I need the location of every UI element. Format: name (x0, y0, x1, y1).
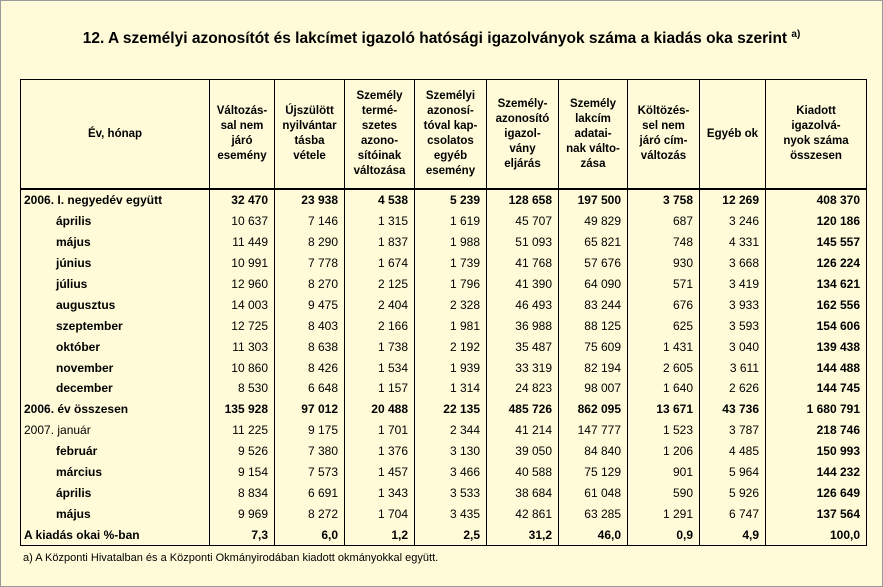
value-cell: 1 157 (345, 378, 415, 399)
value-cell: 8 272 (275, 503, 345, 524)
total-cell: 139 438 (766, 336, 867, 357)
value-cell: 3 593 (700, 315, 766, 336)
value-cell: 3 246 (700, 211, 766, 232)
value-cell: 8 403 (275, 315, 345, 336)
value-cell: 1 988 (415, 232, 487, 253)
value-cell: 1 739 (415, 253, 487, 274)
value-cell: 5 239 (415, 189, 487, 211)
footnote: a) A Központi Hivatalban és a Központi Okmányirodában kiadott okmányokkal együtt. (23, 552, 439, 564)
total-cell: 100,0 (766, 524, 867, 545)
table-row (21, 232, 867, 253)
value-cell: 1 431 (628, 336, 700, 357)
value-cell: 3 611 (700, 357, 766, 378)
value-cell: 2 192 (415, 336, 487, 357)
value-cell: 3 533 (415, 482, 487, 503)
table-row (21, 357, 867, 378)
row-label: június (21, 253, 210, 274)
value-cell: 8 638 (275, 336, 345, 357)
value-cell: 57 676 (559, 253, 628, 274)
value-cell: 41 768 (487, 253, 559, 274)
row-label: április (21, 211, 210, 232)
value-cell: 1 534 (345, 357, 415, 378)
total-cell: 126 224 (766, 253, 867, 274)
value-cell: 2 344 (415, 420, 487, 441)
value-cell: 9 175 (275, 420, 345, 441)
row-label: szeptember (21, 315, 210, 336)
table-row (21, 253, 867, 274)
value-cell: 38 684 (487, 482, 559, 503)
header-cell: Személy termé- szetes azono- sítóinak változása (345, 80, 415, 190)
value-cell: 1 738 (345, 336, 415, 357)
value-cell: 1 837 (345, 232, 415, 253)
value-cell: 45 707 (487, 211, 559, 232)
value-cell: 65 821 (559, 232, 628, 253)
row-label: augusztus (21, 294, 210, 315)
value-cell: 1 376 (345, 441, 415, 462)
value-cell: 49 829 (559, 211, 628, 232)
value-cell: 42 861 (487, 503, 559, 524)
value-cell: 75 609 (559, 336, 628, 357)
total-cell: 1 680 791 (766, 399, 867, 420)
header-cell: Év, hónap (21, 80, 210, 190)
value-cell: 63 285 (559, 503, 628, 524)
value-cell: 20 488 (345, 399, 415, 420)
value-cell: 687 (628, 211, 700, 232)
value-cell: 1 619 (415, 211, 487, 232)
value-cell: 571 (628, 274, 700, 295)
row-label: május (21, 503, 210, 524)
table-row (21, 211, 867, 232)
header-cell: Költözés- sel nem járó cím- változás (628, 80, 700, 190)
table-row (21, 274, 867, 295)
value-cell: 4,9 (700, 524, 766, 545)
value-cell: 82 194 (559, 357, 628, 378)
data-table (20, 79, 867, 546)
total-cell: 154 606 (766, 315, 867, 336)
row-label: 2006. év összesen (21, 399, 210, 420)
value-cell: 625 (628, 315, 700, 336)
header-cell: Személy lakcím adatai- nak válto- zása (559, 80, 628, 190)
value-cell: 12 269 (700, 189, 766, 211)
value-cell: 13 671 (628, 399, 700, 420)
value-cell: 40 588 (487, 462, 559, 483)
row-label: A kiadás okai %-ban (21, 524, 210, 545)
value-cell: 61 048 (559, 482, 628, 503)
value-cell: 2 626 (700, 378, 766, 399)
value-cell: 46 493 (487, 294, 559, 315)
value-cell: 1 981 (415, 315, 487, 336)
value-cell: 128 658 (487, 189, 559, 211)
total-cell: 144 232 (766, 462, 867, 483)
value-cell: 8 530 (210, 378, 275, 399)
table-row (21, 503, 867, 524)
table-row (21, 462, 867, 483)
row-label: november (21, 357, 210, 378)
value-cell: 8 426 (275, 357, 345, 378)
value-cell: 7 380 (275, 441, 345, 462)
value-cell: 485 726 (487, 399, 559, 420)
value-cell: 6,0 (275, 524, 345, 545)
value-cell: 41 390 (487, 274, 559, 295)
value-cell: 10 637 (210, 211, 275, 232)
value-cell: 8 270 (275, 274, 345, 295)
table-row (21, 189, 867, 211)
header-row (21, 80, 867, 190)
value-cell: 12 725 (210, 315, 275, 336)
value-cell: 7 778 (275, 253, 345, 274)
title-footnote-marker: a) (791, 29, 801, 40)
value-cell: 2 605 (628, 357, 700, 378)
value-cell: 1 457 (345, 462, 415, 483)
value-cell: 10 991 (210, 253, 275, 274)
value-cell: 5 926 (700, 482, 766, 503)
row-label: március (21, 462, 210, 483)
value-cell: 9 475 (275, 294, 345, 315)
total-cell: 150 993 (766, 441, 867, 462)
row-label: december (21, 378, 210, 399)
value-cell: 4 485 (700, 441, 766, 462)
header-cell: Újszülött nyilvántar tásba vétele (275, 80, 345, 190)
value-cell: 590 (628, 482, 700, 503)
table-row (21, 378, 867, 399)
value-cell: 32 470 (210, 189, 275, 211)
header-cell: Változás- sal nem járó esemény (210, 80, 275, 190)
value-cell: 197 500 (559, 189, 628, 211)
value-cell: 3 466 (415, 462, 487, 483)
value-cell: 11 449 (210, 232, 275, 253)
row-label: február (21, 441, 210, 462)
value-cell: 1 674 (345, 253, 415, 274)
total-cell: 120 186 (766, 211, 867, 232)
value-cell: 676 (628, 294, 700, 315)
row-label: július (21, 274, 210, 295)
value-cell: 64 090 (559, 274, 628, 295)
table-row (21, 524, 867, 545)
value-cell: 11 225 (210, 420, 275, 441)
value-cell: 1 206 (628, 441, 700, 462)
value-cell: 4 538 (345, 189, 415, 211)
total-cell: 408 370 (766, 189, 867, 211)
value-cell: 0,9 (628, 524, 700, 545)
header-cell: Személy- azonosító igazol- vány eljárás (487, 80, 559, 190)
title-text: 12. A személyi azonosítót és lakcímet igazoló hatósági igazolványok száma a kiadás oka szerint (82, 30, 788, 48)
value-cell: 862 095 (559, 399, 628, 420)
value-cell: 3 419 (700, 274, 766, 295)
value-cell: 46,0 (559, 524, 628, 545)
value-cell: 1,2 (345, 524, 415, 545)
total-cell: 145 557 (766, 232, 867, 253)
row-label: október (21, 336, 210, 357)
table-title (1, 29, 882, 48)
value-cell: 1 704 (345, 503, 415, 524)
header-cell: Kiadott igazolvá- nyok száma összesen (766, 80, 867, 190)
value-cell: 6 747 (700, 503, 766, 524)
total-cell: 144 745 (766, 378, 867, 399)
header-cell: Személyi azonosí- tóval kap- csolatos egyéb esemény (415, 80, 487, 190)
value-cell: 1 343 (345, 482, 415, 503)
table-row (21, 294, 867, 315)
value-cell: 35 487 (487, 336, 559, 357)
value-cell: 51 093 (487, 232, 559, 253)
row-label: 2006. I. negyedév együtt (21, 189, 210, 211)
value-cell: 36 988 (487, 315, 559, 336)
total-cell: 126 649 (766, 482, 867, 503)
table-row (21, 336, 867, 357)
value-cell: 3 933 (700, 294, 766, 315)
value-cell: 6 648 (275, 378, 345, 399)
value-cell: 8 290 (275, 232, 345, 253)
value-cell: 84 840 (559, 441, 628, 462)
value-cell: 97 012 (275, 399, 345, 420)
row-label: május (21, 232, 210, 253)
value-cell: 1 291 (628, 503, 700, 524)
value-cell: 1 315 (345, 211, 415, 232)
value-cell: 930 (628, 253, 700, 274)
value-cell: 31,2 (487, 524, 559, 545)
total-cell: 137 564 (766, 503, 867, 524)
value-cell: 11 303 (210, 336, 275, 357)
value-cell: 7 573 (275, 462, 345, 483)
row-label: április (21, 482, 210, 503)
value-cell: 1 640 (628, 378, 700, 399)
value-cell: 2,5 (415, 524, 487, 545)
table-row (21, 482, 867, 503)
value-cell: 33 319 (487, 357, 559, 378)
total-cell: 144 488 (766, 357, 867, 378)
value-cell: 1 314 (415, 378, 487, 399)
value-cell: 23 938 (275, 189, 345, 211)
table-row (21, 420, 867, 441)
value-cell: 2 125 (345, 274, 415, 295)
value-cell: 2 166 (345, 315, 415, 336)
value-cell: 147 777 (559, 420, 628, 441)
value-cell: 901 (628, 462, 700, 483)
value-cell: 1 523 (628, 420, 700, 441)
table-row (21, 315, 867, 336)
value-cell: 135 928 (210, 399, 275, 420)
value-cell: 88 125 (559, 315, 628, 336)
value-cell: 2 404 (345, 294, 415, 315)
total-cell: 218 746 (766, 420, 867, 441)
value-cell: 8 834 (210, 482, 275, 503)
value-cell: 1 939 (415, 357, 487, 378)
header-cell: Egyéb ok (700, 80, 766, 190)
value-cell: 24 823 (487, 378, 559, 399)
value-cell: 4 331 (700, 232, 766, 253)
value-cell: 9 969 (210, 503, 275, 524)
value-cell: 1 796 (415, 274, 487, 295)
value-cell: 3 435 (415, 503, 487, 524)
value-cell: 7 146 (275, 211, 345, 232)
table-body (21, 189, 867, 546)
value-cell: 5 964 (700, 462, 766, 483)
value-cell: 83 244 (559, 294, 628, 315)
value-cell: 3 668 (700, 253, 766, 274)
value-cell: 7,3 (210, 524, 275, 545)
value-cell: 9 154 (210, 462, 275, 483)
value-cell: 3 040 (700, 336, 766, 357)
value-cell: 3 130 (415, 441, 487, 462)
value-cell: 43 736 (700, 399, 766, 420)
value-cell: 1 701 (345, 420, 415, 441)
row-label: 2007. január (21, 420, 210, 441)
value-cell: 98 007 (559, 378, 628, 399)
value-cell: 39 050 (487, 441, 559, 462)
value-cell: 9 526 (210, 441, 275, 462)
value-cell: 12 960 (210, 274, 275, 295)
table-row (21, 441, 867, 462)
total-cell: 134 621 (766, 274, 867, 295)
value-cell: 10 860 (210, 357, 275, 378)
table-row (21, 399, 867, 420)
value-cell: 2 328 (415, 294, 487, 315)
value-cell: 6 691 (275, 482, 345, 503)
total-cell: 162 556 (766, 294, 867, 315)
value-cell: 3 787 (700, 420, 766, 441)
value-cell: 14 003 (210, 294, 275, 315)
value-cell: 3 758 (628, 189, 700, 211)
value-cell: 41 214 (487, 420, 559, 441)
value-cell: 22 135 (415, 399, 487, 420)
value-cell: 748 (628, 232, 700, 253)
value-cell: 75 129 (559, 462, 628, 483)
